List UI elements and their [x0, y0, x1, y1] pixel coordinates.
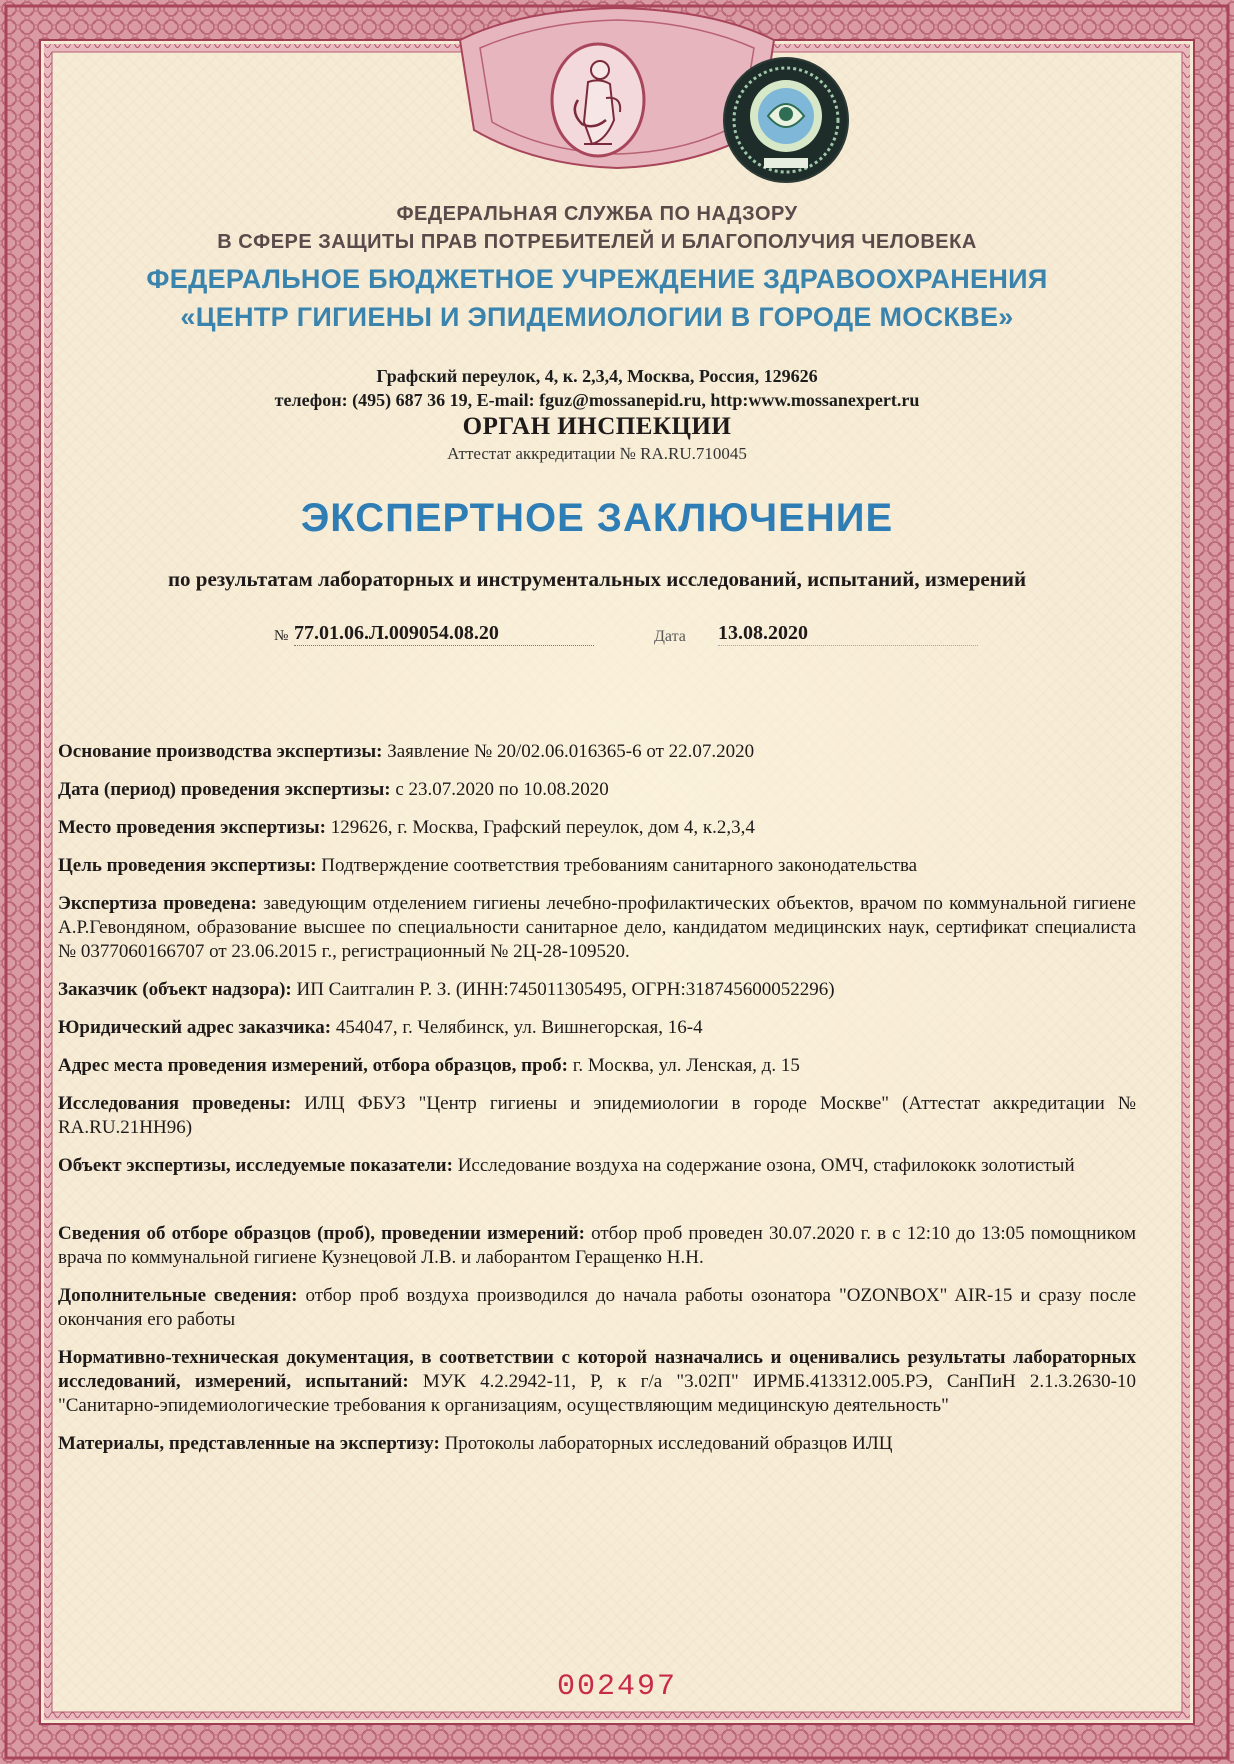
hologram-seal-icon — [720, 54, 852, 186]
hygieia-emblem-icon — [548, 40, 648, 160]
field-value: ИЛЦ ФБУЗ "Центр гигиены и эпидемиологии в городе Москве" (Аттестат аккредитации № RA.RU.21НН96) — [58, 1093, 1137, 1138]
field-label: Дополнительные сведения: — [58, 1285, 298, 1306]
field-row — [58, 816, 1136, 840]
document-date: 13.08.2020 — [718, 622, 978, 646]
number-date-row — [58, 622, 1136, 662]
field-row — [58, 1154, 1136, 1178]
institution-line-2: «ЦЕНТР ГИГИЕНЫ И ЭПИДЕМИОЛОГИИ В ГОРОДЕ МОСКВЕ» — [180, 302, 1014, 332]
document-number: 77.01.06.Л.009054.08.20 — [294, 622, 594, 646]
field-row — [58, 778, 1136, 802]
field-label: Цель проведения экспертизы: — [58, 855, 317, 876]
field-label: Исследования проведены: — [58, 1093, 292, 1114]
document-title: ЭКСПЕРТНОЕ ЗАКЛЮЧЕНИЕ — [300, 496, 894, 540]
field-label: Экспертиза проведена: — [58, 893, 257, 914]
agency-line-2: В СФЕРЕ ЗАЩИТЫ ПРАВ ПОТРЕБИТЕЛЕЙ И БЛАГОПОЛУЧИЯ ЧЕЛОВЕКА — [217, 231, 977, 253]
field-value: 129626, г. Москва, Графский переулок, дом 4, к.2,3,4 — [330, 817, 755, 838]
field-label: Место проведения экспертизы: — [58, 817, 326, 838]
field-value: МУК 4.2.2942-11, Р, к г/а "3.02П" ИРМБ.413312.005.РЭ, СанПиН 2.1.3.2630-10 "Санитарно-эпидемиологические требования к организациям, осуществляющим медицинскую деятельность" — [58, 1371, 1137, 1416]
field-label: Дата (период) проведения экспертизы: — [58, 779, 391, 800]
address-block — [58, 364, 1136, 412]
field-row — [58, 740, 1136, 764]
field-row — [58, 1092, 1136, 1140]
field-label: Нормативно-техническая документация, в соответствии с которой назначались и оценивались результаты лабораторных исследований, измерений, испытаний: — [58, 1347, 1136, 1392]
institution-line-1: ФЕДЕРАЛЬНОЕ БЮДЖЕТНОЕ УЧРЕЖДЕНИЕ ЗДРАВООХРАНЕНИЯ — [146, 264, 1048, 294]
field-value: Протоколы лабораторных исследований образцов ИЛЦ — [444, 1433, 893, 1454]
field-value: г. Москва, ул. Ленская, д. 15 — [572, 1055, 800, 1076]
field-row — [58, 978, 1136, 1002]
field-row — [58, 1284, 1136, 1332]
date-label: Дата — [654, 628, 686, 645]
field-label: Объект экспертизы, исследуемые показатели: — [58, 1155, 453, 1176]
field-row — [58, 1346, 1136, 1418]
field-row — [58, 892, 1136, 964]
institution-name — [58, 260, 1136, 336]
number-label: № — [274, 628, 289, 644]
field-value: заведующим отделением гигиены лечебно-профилактических объектов, врачом по коммунальной гигиене А.Р.Гевондяном, образование высшее по специальности санитарное дело, кандидатом медицинских наук, сертификат специалиста № 0377060166707 от 23.06.2015 г., регистрационный № 2Ц-28-109520. — [58, 893, 1136, 962]
field-label: Материалы, представленные на экспертизу: — [58, 1433, 440, 1454]
field-value: Заявление № 20/02.06.016365-6 от 22.07.2020 — [387, 741, 755, 762]
field-label: Заказчик (объект надзора): — [58, 979, 292, 1000]
field-label: Основание производства экспертизы: — [58, 741, 383, 762]
field-value: отбор проб проведен 30.07.2020 г. в с 12:10 до 13:05 помощником врача по коммунальной гигиене Кузнецовой Л.В. и лаборантом Геращенко Н.Н. — [58, 1223, 1136, 1268]
field-label: Сведения об отборе образцов (проб), проведении измерений: — [58, 1223, 585, 1244]
field-value: с 23.07.2020 по 10.08.2020 — [395, 779, 609, 800]
field-value: ИП Саитгалин Р. З. (ИНН:745011305495, ОГРН:318745600052296) — [296, 979, 835, 1000]
field-row — [58, 1432, 1136, 1456]
field-value: Подтверждение соответствия требованиям санитарного законодательства — [321, 855, 918, 876]
field-row — [58, 854, 1136, 878]
field-value: Исследование воздуха на содержание озона, ОМЧ, стафилококк золотистый — [457, 1155, 1075, 1176]
accreditation-line: Аттестат аккредитации № RA.RU.710045 — [447, 444, 747, 463]
field-row — [58, 1222, 1136, 1270]
field-label: Адрес места проведения измерений, отбора образцов, проб: — [58, 1055, 569, 1076]
field-row — [58, 1016, 1136, 1040]
field-label: Юридический адрес заказчика: — [58, 1017, 332, 1038]
agency-line-1: ФЕДЕРАЛЬНАЯ СЛУЖБА ПО НАДЗОРУ — [396, 203, 798, 225]
postal-address: Графский переулок, 4, к. 2,3,4, Москва, Россия, 129626 — [376, 366, 818, 386]
expertise-fields — [58, 740, 1136, 1456]
field-value: отбор проб воздуха производился до начала работы озонатора "OZONBOX" AIR-15 и сразу после окончания его работы — [58, 1285, 1137, 1330]
field-value: 454047, г. Челябинск, ул. Вишнегорская, 16-4 — [335, 1017, 703, 1038]
contact-line: телефон: (495) 687 36 19, E-mail: fguz@mossanepid.ru, http:www.mossanexpert.ru — [274, 390, 920, 410]
document-subtitle: по результатам лабораторных и инструментальных исследований, испытаний, измерений — [167, 567, 1027, 591]
form-serial-number: 002497 — [556, 1670, 678, 1704]
inspection-body-heading: ОРГАН ИНСПЕКЦИИ — [462, 413, 732, 440]
document-body — [58, 200, 1136, 1470]
agency-name — [58, 200, 1136, 256]
field-row — [58, 1054, 1136, 1078]
